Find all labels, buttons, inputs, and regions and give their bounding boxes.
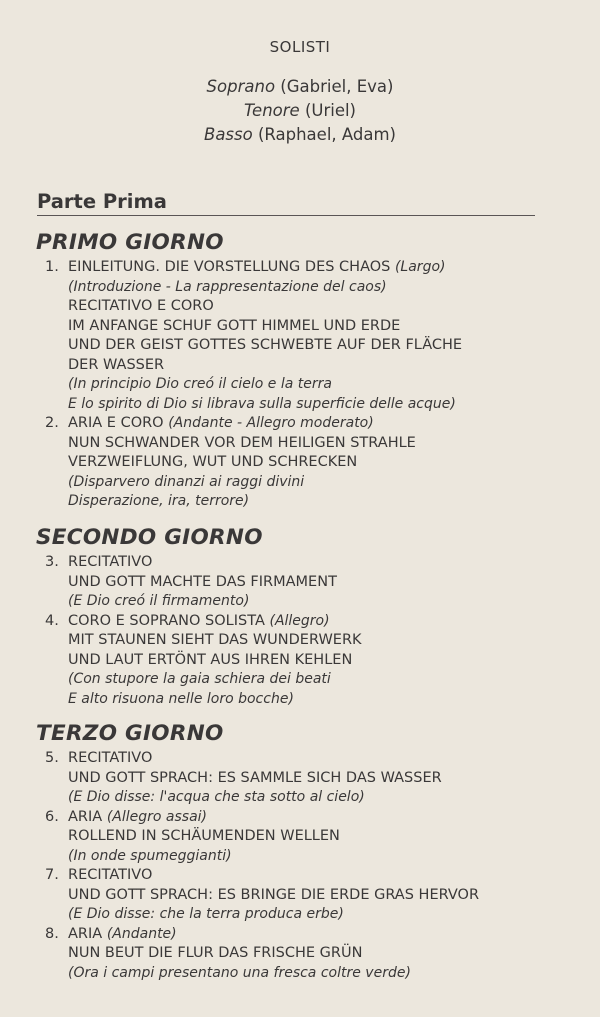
- item-number: 1.: [45, 259, 59, 275]
- item-text-line: NUN SCHWANDER VOR DEM HEILIGEN STRAHLE: [68, 434, 416, 451]
- item-title-line: [0, 553, 600, 573]
- item-text-line: UND DER GEIST GOTTES SCHWEBTE AUF DER FLÄCHE: [68, 337, 463, 353]
- item-tempo: (Allegro): [269, 612, 330, 629]
- item-list: [0, 749, 600, 983]
- item-text-line: UND GOTT SPRACH: ES BRINGE DIE ERDE GRAS HERVOR: [68, 886, 480, 903]
- item-list: [0, 258, 600, 512]
- day-title: SECONDO GIORNO: [36, 525, 263, 550]
- item-number: 5.: [45, 750, 59, 766]
- item-translation-line: E alto risuona nelle loro bocche): [68, 690, 294, 707]
- item-text-line: UND GOTT SPRACH: ES SAMMLE SICH DAS WASSER: [68, 769, 442, 786]
- voice-roles: (Raphael, Adam): [257, 125, 396, 144]
- item-translation-line: (E Dio disse: che la terra produca erbe): [68, 906, 344, 922]
- item-text-line: UND GOTT MACHTE DAS FIRMAMENT: [68, 573, 337, 590]
- item-translation-line: E lo spirito di Dio si librava sulla superficie delle acque): [68, 395, 456, 412]
- item-text-line: ROLLEND IN SCHÄUMENDEN WELLEN: [68, 828, 340, 844]
- voice-line-soprano: [0, 75, 600, 99]
- item-text-line: NUN BEUT DIE FLUR DAS FRISCHE GRÜN: [68, 945, 363, 961]
- item-title: RECITATIVO: [68, 554, 153, 570]
- item-title: ARIA: [68, 925, 103, 942]
- item-text-line: VERZWEIFLUNG, WUT UND SCHRECKEN: [68, 454, 358, 470]
- item-title-line: [0, 297, 600, 317]
- item-translation-line: (E Dio creó il firmamento): [68, 593, 250, 609]
- item-number: 4.: [45, 612, 59, 629]
- item-tempo: (Andante): [106, 925, 177, 942]
- soloists-heading: SOLISTI: [269, 38, 331, 56]
- list-item: [0, 612, 600, 710]
- item-title: RECITATIVO E CORO: [68, 298, 214, 314]
- item-title: ARIA: [68, 808, 103, 825]
- list-item: [0, 866, 600, 925]
- item-translation-line: (Disparvero dinanzi ai raggi divini: [68, 473, 305, 490]
- list-item: [0, 297, 600, 414]
- item-tempo: (Andante - Allegro moderato): [168, 415, 374, 431]
- item-title-line: [0, 414, 600, 434]
- part-heading: Parte Prima: [37, 190, 535, 216]
- item-title: CORO E SOPRANO SOLISTA: [68, 612, 265, 629]
- item-text-line: MIT STAUNEN SIEHT DAS WUNDERWERK: [68, 632, 362, 648]
- item-title-line: [0, 925, 600, 945]
- item-number: 6.: [45, 808, 59, 825]
- voice-name: Basso: [204, 125, 253, 144]
- voice-name: Soprano: [206, 77, 276, 96]
- item-tempo: (Allegro assai): [106, 808, 207, 825]
- item-title-line: [0, 258, 600, 278]
- list-item: [0, 414, 600, 512]
- item-translation-line: Disperazione, ira, terrore): [68, 493, 250, 509]
- voice-line-tenor: [0, 99, 600, 123]
- item-tempo: (Largo): [394, 259, 446, 275]
- item-translation-line: (Introduzione - La rappresentazione del caos): [68, 278, 387, 295]
- item-translation-line: (In principio Dio creó il cielo e la terra: [68, 376, 332, 392]
- voice-roles: (Gabriel, Eva): [280, 77, 394, 96]
- item-translation-line: (E Dio disse: l'acqua che sta sotto al cielo): [68, 789, 365, 805]
- list-item: [0, 808, 600, 867]
- item-number: 3.: [45, 554, 59, 570]
- item-title-line: [0, 808, 600, 828]
- item-title: EINLEITUNG. DIE VORSTELLUNG DES CHAOS: [68, 259, 391, 275]
- item-number: 7.: [45, 867, 59, 883]
- item-translation-line: (Con stupore la gaia schiera dei beati: [68, 671, 331, 687]
- voice-roles: (Uriel): [304, 101, 356, 120]
- item-title: ARIA E CORO: [68, 415, 164, 431]
- day-title: TERZO GIORNO: [36, 721, 224, 746]
- day-title: PRIMO GIORNO: [36, 230, 224, 255]
- item-translation-line: (In onde spumeggianti): [68, 847, 232, 864]
- list-item: [0, 925, 600, 984]
- voice-name: Tenore: [244, 101, 300, 120]
- item-title-line: [0, 749, 600, 769]
- item-text-line: IM ANFANGE SCHUF GOTT HIMMEL UND ERDE: [68, 317, 401, 334]
- item-text-line: DER WASSER: [68, 356, 165, 373]
- soloists-section: [0, 38, 600, 147]
- list-item: [0, 258, 600, 297]
- list-item: [0, 553, 600, 612]
- item-translation-line: (Ora i campi presentano una fresca coltre verde): [68, 964, 411, 981]
- item-title: RECITATIVO: [68, 750, 153, 766]
- item-title: RECITATIVO: [68, 867, 153, 883]
- item-number: 2.: [45, 415, 59, 431]
- item-number: 8.: [45, 925, 59, 942]
- item-text-line: UND LAUT ERTÖNT AUS IHREN KEHLEN: [68, 651, 353, 668]
- voice-line-bass: [0, 123, 600, 147]
- item-title-line: [0, 612, 600, 632]
- item-title-line: [0, 866, 600, 886]
- list-item: [0, 749, 600, 808]
- item-list: [0, 553, 600, 709]
